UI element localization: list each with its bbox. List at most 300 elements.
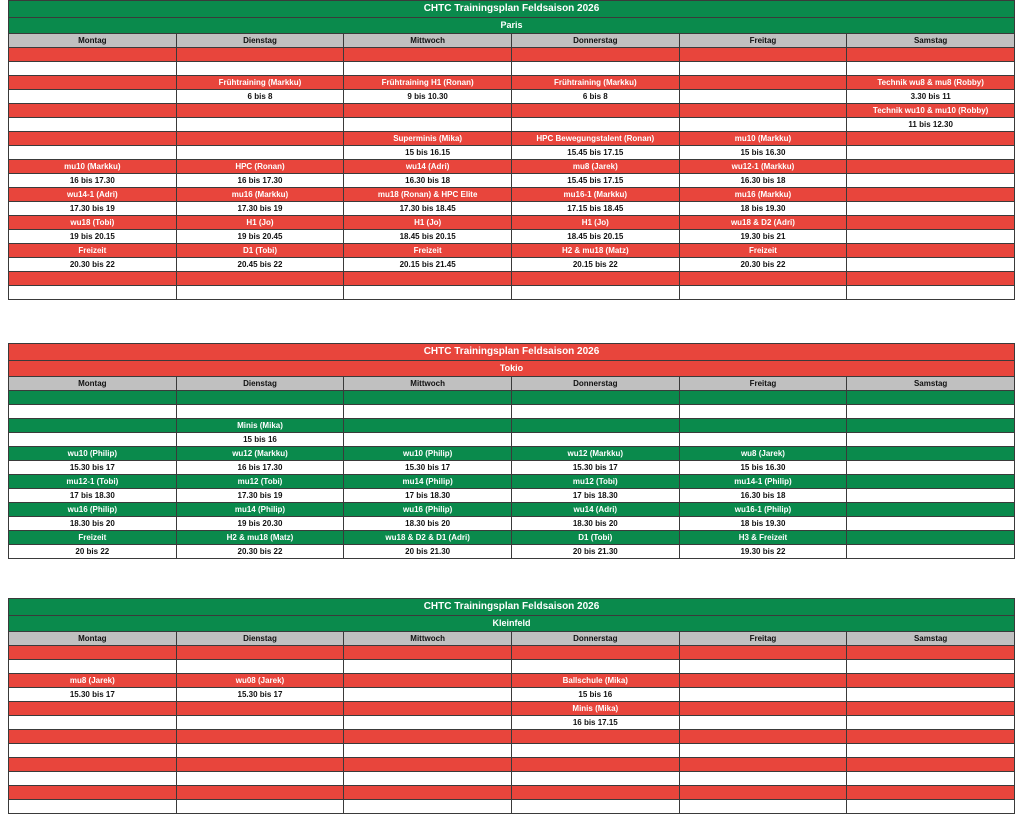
session-name-cell xyxy=(9,786,177,800)
session-name-cell: Ballschule (Mika) xyxy=(511,674,679,688)
session-name-cell: Freizeit xyxy=(9,531,177,545)
session-name-cell: HPC (Ronan) xyxy=(176,160,344,174)
session-time-row xyxy=(9,660,1015,674)
session-name-cell xyxy=(847,730,1015,744)
session-name-cell xyxy=(679,730,847,744)
session-time-cell xyxy=(344,772,512,786)
session-time-cell: 17.30 bis 19 xyxy=(9,202,177,216)
session-name-cell: mu16 (Markku) xyxy=(176,188,344,202)
session-time-cell: 15 bis 16.15 xyxy=(344,146,512,160)
session-time-cell: 16.30 bis 18 xyxy=(679,174,847,188)
session-time-cell: 19.30 bis 21 xyxy=(679,230,847,244)
session-name-cell: mu14 (Philip) xyxy=(176,503,344,517)
session-name-cell: Technik wu8 & mu8 (Robby) xyxy=(847,76,1015,90)
session-time-cell xyxy=(511,744,679,758)
session-time-cell: 18 bis 19.30 xyxy=(679,202,847,216)
session-name-cell: wu08 (Jarek) xyxy=(176,674,344,688)
session-time-cell xyxy=(847,174,1015,188)
session-time-cell xyxy=(511,405,679,419)
session-time-cell xyxy=(511,433,679,447)
session-name-cell: wu10 (Philip) xyxy=(344,447,512,461)
session-name-row xyxy=(9,244,1015,258)
session-time-cell: 17.30 bis 19 xyxy=(176,489,344,503)
session-time-cell: 17 bis 18.30 xyxy=(344,489,512,503)
session-time-cell xyxy=(344,716,512,730)
session-time-cell xyxy=(847,688,1015,702)
session-time-cell: 18 bis 19.30 xyxy=(679,517,847,531)
session-name-cell xyxy=(679,646,847,660)
session-time-cell xyxy=(176,286,344,300)
schedule-paris xyxy=(8,0,1014,300)
session-time-cell: 18.30 bis 20 xyxy=(511,517,679,531)
session-time-row xyxy=(9,716,1015,730)
session-time-cell: 16 bis 17.30 xyxy=(9,174,177,188)
session-time-cell xyxy=(344,433,512,447)
session-name-row xyxy=(9,786,1015,800)
session-time-row xyxy=(9,461,1015,475)
session-time-row xyxy=(9,202,1015,216)
session-name-cell xyxy=(511,646,679,660)
session-time-cell xyxy=(176,405,344,419)
session-name-cell xyxy=(847,160,1015,174)
session-name-row xyxy=(9,475,1015,489)
session-name-cell xyxy=(511,730,679,744)
session-time-row xyxy=(9,118,1015,132)
session-time-cell: 3.30 bis 11 xyxy=(847,90,1015,104)
session-name-row xyxy=(9,216,1015,230)
session-name-cell: wu16 (Philip) xyxy=(344,503,512,517)
session-time-cell xyxy=(176,716,344,730)
session-name-cell: wu12 (Markku) xyxy=(176,447,344,461)
session-name-cell xyxy=(9,758,177,772)
session-time-cell: 6 bis 8 xyxy=(176,90,344,104)
session-name-cell xyxy=(344,104,512,118)
location-name: Tokio xyxy=(9,361,1015,377)
session-time-cell xyxy=(9,716,177,730)
session-time-cell: 15.45 bis 17.15 xyxy=(511,146,679,160)
session-time-cell: 18.45 bis 20.15 xyxy=(344,230,512,244)
session-time-cell xyxy=(176,118,344,132)
session-name-row xyxy=(9,702,1015,716)
session-name-cell: H1 (Jo) xyxy=(176,216,344,230)
session-time-row xyxy=(9,800,1015,814)
session-name-cell: wu14 (Adri) xyxy=(344,160,512,174)
session-name-cell xyxy=(9,391,177,405)
session-name-cell xyxy=(176,646,344,660)
session-time-cell xyxy=(847,202,1015,216)
day-header: Donnerstag xyxy=(511,632,679,646)
session-time-cell xyxy=(344,405,512,419)
session-name-cell: Superminis (Mika) xyxy=(344,132,512,146)
session-name-cell xyxy=(679,786,847,800)
session-time-cell xyxy=(847,545,1015,559)
session-name-cell xyxy=(847,244,1015,258)
session-time-cell: 9 bis 10.30 xyxy=(344,90,512,104)
session-name-cell: D1 (Tobi) xyxy=(511,531,679,545)
session-time-cell: 11 bis 12.30 xyxy=(847,118,1015,132)
session-name-cell: mu8 (Jarek) xyxy=(9,674,177,688)
session-time-cell: 16.30 bis 18 xyxy=(344,174,512,188)
session-time-row xyxy=(9,545,1015,559)
session-name-row xyxy=(9,104,1015,118)
session-time-cell: 15.30 bis 17 xyxy=(176,688,344,702)
session-time-cell: 16.30 bis 18 xyxy=(679,489,847,503)
session-name-cell xyxy=(9,702,177,716)
session-time-cell xyxy=(847,433,1015,447)
day-header: Samstag xyxy=(847,377,1015,391)
session-time-cell: 20.45 bis 22 xyxy=(176,258,344,272)
session-name-cell: H2 & mu18 (Matz) xyxy=(176,531,344,545)
session-time-row xyxy=(9,174,1015,188)
session-time-cell: 6 bis 8 xyxy=(511,90,679,104)
session-time-cell xyxy=(679,433,847,447)
session-time-cell xyxy=(847,286,1015,300)
session-name-cell xyxy=(847,391,1015,405)
day-header: Samstag xyxy=(847,34,1015,48)
session-time-row xyxy=(9,772,1015,786)
session-name-cell xyxy=(679,702,847,716)
session-time-cell xyxy=(847,744,1015,758)
session-name-cell xyxy=(847,674,1015,688)
session-name-cell xyxy=(176,758,344,772)
session-name-cell: Frühtraining (Markku) xyxy=(176,76,344,90)
session-time-cell: 15.30 bis 17 xyxy=(9,461,177,475)
session-name-cell: Freizeit xyxy=(9,244,177,258)
session-name-cell xyxy=(847,48,1015,62)
session-name-cell: wu14-1 (Adri) xyxy=(9,188,177,202)
session-name-cell xyxy=(511,391,679,405)
session-time-cell xyxy=(9,772,177,786)
session-name-row xyxy=(9,419,1015,433)
session-time-row xyxy=(9,90,1015,104)
schedule-table xyxy=(8,598,1015,814)
session-time-cell xyxy=(511,800,679,814)
session-time-cell xyxy=(679,716,847,730)
day-header: Freitag xyxy=(679,632,847,646)
session-time-cell xyxy=(176,744,344,758)
session-name-cell: H1 (Jo) xyxy=(344,216,512,230)
session-name-cell: Freizeit xyxy=(344,244,512,258)
session-time-cell: 16 bis 17.30 xyxy=(176,174,344,188)
session-name-row xyxy=(9,531,1015,545)
session-name-row xyxy=(9,391,1015,405)
session-time-cell: 17.30 bis 18.45 xyxy=(344,202,512,216)
session-name-cell: mu10 (Markku) xyxy=(9,160,177,174)
session-time-cell: 19 bis 20.15 xyxy=(9,230,177,244)
session-name-cell: Minis (Mika) xyxy=(176,419,344,433)
location-name: Kleinfeld xyxy=(9,616,1015,632)
session-name-cell: wu10 (Philip) xyxy=(9,447,177,461)
session-name-cell xyxy=(679,391,847,405)
session-name-cell xyxy=(847,503,1015,517)
session-time-cell xyxy=(679,286,847,300)
session-time-cell: 15 bis 16 xyxy=(176,433,344,447)
session-time-cell: 18.30 bis 20 xyxy=(344,517,512,531)
session-name-cell xyxy=(511,758,679,772)
session-name-cell: mu12 (Tobi) xyxy=(176,475,344,489)
session-time-cell xyxy=(9,433,177,447)
session-name-cell xyxy=(679,674,847,688)
session-name-cell: wu18 & D2 (Adri) xyxy=(679,216,847,230)
day-header: Dienstag xyxy=(176,632,344,646)
session-name-cell xyxy=(344,48,512,62)
session-name-cell xyxy=(176,786,344,800)
session-name-cell: Freizeit xyxy=(679,244,847,258)
session-name-cell xyxy=(9,76,177,90)
session-name-cell xyxy=(9,646,177,660)
session-time-cell xyxy=(847,258,1015,272)
session-name-cell xyxy=(847,419,1015,433)
day-header: Mittwoch xyxy=(344,34,512,48)
session-time-cell xyxy=(847,146,1015,160)
session-time-cell xyxy=(679,688,847,702)
day-header: Montag xyxy=(9,34,177,48)
session-time-cell: 15 bis 16.30 xyxy=(679,461,847,475)
session-name-cell xyxy=(847,188,1015,202)
session-time-cell: 16 bis 17.30 xyxy=(176,461,344,475)
session-name-cell: mu14-1 (Philip) xyxy=(679,475,847,489)
session-name-cell: wu16 (Philip) xyxy=(9,503,177,517)
schedule-kleinfeld xyxy=(8,598,1014,814)
session-name-cell xyxy=(176,48,344,62)
session-name-cell xyxy=(9,419,177,433)
session-name-cell: mu10 (Markku) xyxy=(679,132,847,146)
session-time-cell: 20 bis 21.30 xyxy=(511,545,679,559)
session-name-cell: H3 & Freizeit xyxy=(679,531,847,545)
session-name-cell xyxy=(847,786,1015,800)
session-name-cell xyxy=(344,758,512,772)
session-name-cell xyxy=(176,391,344,405)
session-time-cell xyxy=(344,62,512,76)
schedule-title: CHTC Trainingsplan Feldsaison 2026 xyxy=(9,344,1015,361)
session-name-cell xyxy=(344,786,512,800)
day-header: Donnerstag xyxy=(511,34,679,48)
session-time-cell xyxy=(847,716,1015,730)
session-time-cell xyxy=(344,118,512,132)
session-time-cell xyxy=(679,118,847,132)
session-time-cell: 19 bis 20.30 xyxy=(176,517,344,531)
session-name-cell: mu12-1 (Tobi) xyxy=(9,475,177,489)
day-header: Freitag xyxy=(679,377,847,391)
session-time-cell xyxy=(847,489,1015,503)
session-time-cell: 17.15 bis 18.45 xyxy=(511,202,679,216)
session-name-row xyxy=(9,132,1015,146)
session-time-cell xyxy=(511,772,679,786)
session-name-cell: wu18 (Tobi) xyxy=(9,216,177,230)
session-time-cell xyxy=(9,146,177,160)
session-time-cell: 20 bis 22 xyxy=(9,545,177,559)
session-time-cell: 17 bis 18.30 xyxy=(9,489,177,503)
session-name-cell xyxy=(176,132,344,146)
session-name-cell: wu12 (Markku) xyxy=(511,447,679,461)
day-header: Dienstag xyxy=(176,34,344,48)
day-header: Mittwoch xyxy=(344,632,512,646)
session-name-cell: Technik wu10 & mu10 (Robby) xyxy=(847,104,1015,118)
session-name-row xyxy=(9,188,1015,202)
session-name-cell xyxy=(847,702,1015,716)
session-name-cell: Frühtraining H1 (Ronan) xyxy=(344,76,512,90)
session-time-cell: 20.15 bis 21.45 xyxy=(344,258,512,272)
session-name-cell xyxy=(9,730,177,744)
session-name-cell xyxy=(679,76,847,90)
session-name-cell xyxy=(847,272,1015,286)
session-name-cell: mu8 (Jarek) xyxy=(511,160,679,174)
session-time-cell xyxy=(9,744,177,758)
session-name-cell: HPC Bewegungstalent (Ronan) xyxy=(511,132,679,146)
session-time-cell: 17.30 bis 19 xyxy=(176,202,344,216)
session-time-cell: 20 bis 21.30 xyxy=(344,545,512,559)
session-time-cell: 19 bis 20.45 xyxy=(176,230,344,244)
session-time-cell: 15.30 bis 17 xyxy=(9,688,177,702)
session-name-cell xyxy=(176,730,344,744)
day-header: Montag xyxy=(9,632,177,646)
session-name-row xyxy=(9,48,1015,62)
session-time-cell xyxy=(9,118,177,132)
session-name-cell: wu8 (Jarek) xyxy=(679,447,847,461)
session-name-cell xyxy=(9,48,177,62)
session-time-cell xyxy=(679,405,847,419)
day-header: Dienstag xyxy=(176,377,344,391)
session-time-row xyxy=(9,688,1015,702)
session-name-cell xyxy=(344,702,512,716)
session-name-cell xyxy=(176,702,344,716)
session-name-row xyxy=(9,646,1015,660)
session-time-row xyxy=(9,62,1015,76)
session-name-row xyxy=(9,758,1015,772)
schedule-table xyxy=(8,0,1015,300)
session-name-row xyxy=(9,674,1015,688)
session-name-cell xyxy=(679,419,847,433)
session-time-cell xyxy=(344,286,512,300)
session-name-cell: Minis (Mika) xyxy=(511,702,679,716)
session-time-cell xyxy=(847,517,1015,531)
session-time-cell xyxy=(176,800,344,814)
session-time-cell xyxy=(847,800,1015,814)
session-name-cell: Frühtraining (Markku) xyxy=(511,76,679,90)
session-time-cell xyxy=(679,800,847,814)
session-name-cell xyxy=(344,391,512,405)
session-name-cell xyxy=(511,786,679,800)
session-name-cell xyxy=(511,48,679,62)
location-name: Paris xyxy=(9,18,1015,34)
session-name-cell xyxy=(511,419,679,433)
session-time-cell xyxy=(511,660,679,674)
session-name-cell: wu18 & D2 & D1 (Adri) xyxy=(344,531,512,545)
session-name-cell xyxy=(176,104,344,118)
session-time-cell xyxy=(9,286,177,300)
day-header: Mittwoch xyxy=(344,377,512,391)
day-header: Freitag xyxy=(679,34,847,48)
session-name-row xyxy=(9,503,1015,517)
session-time-cell: 15.30 bis 17 xyxy=(511,461,679,475)
session-name-row xyxy=(9,272,1015,286)
session-time-row xyxy=(9,744,1015,758)
schedule-tokio xyxy=(8,343,1014,559)
session-time-row xyxy=(9,230,1015,244)
session-name-cell xyxy=(9,104,177,118)
session-time-row xyxy=(9,433,1015,447)
session-time-cell xyxy=(679,744,847,758)
session-name-cell xyxy=(847,447,1015,461)
session-time-row xyxy=(9,517,1015,531)
session-time-cell xyxy=(9,405,177,419)
session-name-cell: wu12-1 (Markku) xyxy=(679,160,847,174)
session-time-cell xyxy=(9,62,177,76)
session-time-cell xyxy=(176,146,344,160)
session-time-cell: 15.45 bis 17.15 xyxy=(511,174,679,188)
session-name-cell xyxy=(847,216,1015,230)
session-time-cell xyxy=(176,772,344,786)
session-time-cell xyxy=(679,62,847,76)
session-time-cell xyxy=(679,772,847,786)
session-name-cell xyxy=(9,132,177,146)
session-name-cell xyxy=(511,104,679,118)
session-name-row xyxy=(9,447,1015,461)
schedule-title: CHTC Trainingsplan Feldsaison 2026 xyxy=(9,599,1015,616)
session-time-row xyxy=(9,405,1015,419)
session-name-cell xyxy=(847,132,1015,146)
session-name-cell: wu14 (Adri) xyxy=(511,503,679,517)
schedule-title: CHTC Trainingsplan Feldsaison 2026 xyxy=(9,1,1015,18)
session-name-row xyxy=(9,76,1015,90)
session-time-cell xyxy=(9,800,177,814)
session-name-cell: mu12 (Tobi) xyxy=(511,475,679,489)
session-name-cell xyxy=(679,758,847,772)
session-name-cell: H1 (Jo) xyxy=(511,216,679,230)
session-name-cell: H2 & mu18 (Matz) xyxy=(511,244,679,258)
session-time-cell xyxy=(344,688,512,702)
session-time-cell xyxy=(511,286,679,300)
session-time-cell xyxy=(511,118,679,132)
session-time-row xyxy=(9,286,1015,300)
session-time-cell: 15 bis 16 xyxy=(511,688,679,702)
schedule-table xyxy=(8,343,1015,559)
session-time-cell xyxy=(679,90,847,104)
session-name-cell: mu14 (Philip) xyxy=(344,475,512,489)
session-time-cell xyxy=(847,405,1015,419)
session-name-cell xyxy=(847,646,1015,660)
session-name-cell xyxy=(679,48,847,62)
session-name-cell: D1 (Tobi) xyxy=(176,244,344,258)
session-time-cell: 17 bis 18.30 xyxy=(511,489,679,503)
session-time-cell xyxy=(679,660,847,674)
session-time-row xyxy=(9,258,1015,272)
session-time-cell xyxy=(511,62,679,76)
session-name-cell: mu16-1 (Markku) xyxy=(511,188,679,202)
session-name-row xyxy=(9,160,1015,174)
session-time-cell: 20.15 bis 22 xyxy=(511,258,679,272)
day-header: Montag xyxy=(9,377,177,391)
session-name-cell xyxy=(679,104,847,118)
session-time-cell xyxy=(176,62,344,76)
session-name-cell xyxy=(176,272,344,286)
session-name-cell xyxy=(679,272,847,286)
session-time-cell: 20.30 bis 22 xyxy=(679,258,847,272)
session-time-cell: 20.30 bis 22 xyxy=(176,545,344,559)
session-time-cell: 16 bis 17.15 xyxy=(511,716,679,730)
session-name-row xyxy=(9,730,1015,744)
session-name-cell xyxy=(344,272,512,286)
session-time-cell xyxy=(176,660,344,674)
session-name-cell: mu16 (Markku) xyxy=(679,188,847,202)
session-time-cell xyxy=(9,90,177,104)
session-name-cell xyxy=(847,475,1015,489)
session-time-cell xyxy=(344,800,512,814)
day-header: Samstag xyxy=(847,632,1015,646)
session-time-cell: 15 bis 16.30 xyxy=(679,146,847,160)
session-time-cell xyxy=(847,660,1015,674)
session-name-cell xyxy=(344,419,512,433)
